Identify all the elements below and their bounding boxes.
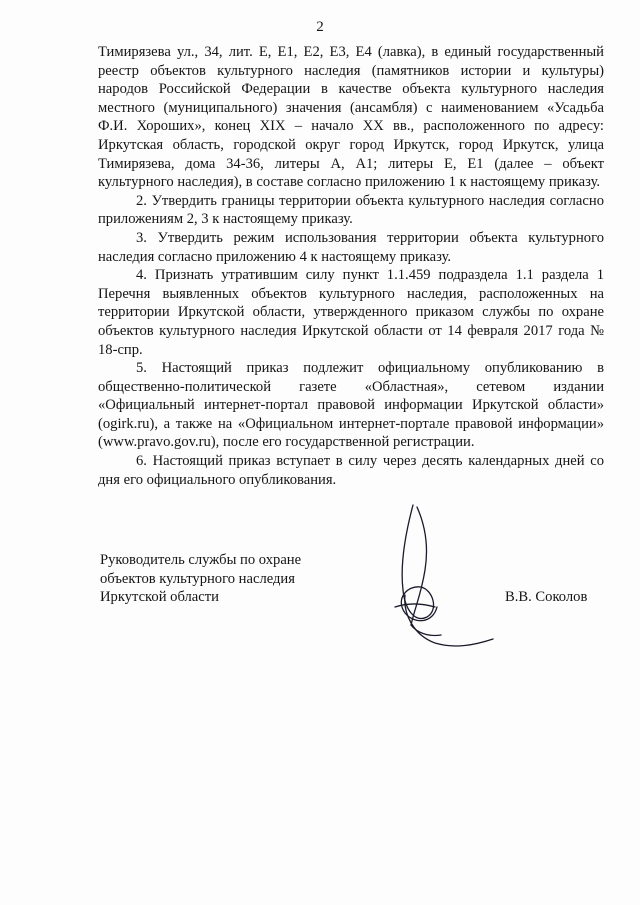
paragraph-item-6: 6. Настоящий приказ вступает в силу через десять календарных дней со дня его официального опубликования. bbox=[98, 453, 604, 488]
signatory-position-line: объектов культурного наследия bbox=[100, 570, 295, 587]
paragraph-continuation: Тимирязева ул., 34, лит. Е, Е1, Е2, Е3, Е4 (лавка), в единый государственный реестр объектов культурного наследия (памятников истории и культуры) народов Российской Федерации в качестве объекта культурного наследия местного (муниципального) значения (ансамбля) с наименованием «Усадьба Ф.И. Хороших», конец XIX – начало XX вв., расположенного по адресу: Иркутская область, городской округ город Иркутск, город Иркутск, улица Тимирязева, дома 34-36, литеры А, А1; литеры Е, Е1 (далее – объект культурного наследия), в составе согласно приложению 1 к настоящему приказу. bbox=[98, 44, 604, 191]
signatory-position bbox=[100, 551, 301, 607]
handwritten-signature bbox=[345, 495, 515, 655]
document-body bbox=[98, 43, 604, 489]
signatory-name: В.В. Соколов bbox=[505, 589, 588, 605]
signatory-position-line: Иркутской области bbox=[100, 589, 219, 606]
signatory-position-line: Руководитель службы по охране bbox=[100, 552, 302, 568]
paragraph-item-3: 3. Утвердить режим использования территории объекта культурного наследия согласно приложению 4 к настоящему приказу. bbox=[98, 229, 604, 265]
paragraph-item-5: 5. Настоящий приказ подлежит официальному опубликованию в общественно-политической газете «Областная», сетевом издании «Официальный интернет-портал правовой информации Иркутской области» (ogirk.ru), а также на «Официальном интернет-портале правовой информации» (www.pravo.gov.ru), после его государственной регистрации. bbox=[98, 360, 604, 451]
paragraph-item-4: 4. Признать утратившим силу пункт 1.1.459 подраздела 1.1 раздела 1 Перечня выявленных объектов культурного наследия, расположенных на территории Иркутской области, утвержденного приказом службы по охране объектов культурного наследия Иркутской области от 14 февраля 2017 года № 18-спр. bbox=[98, 267, 604, 358]
paragraph-item-2: 2. Утвердить границы территории объекта культурного наследия согласно приложениям 2, 3 к настоящему приказу. bbox=[98, 192, 604, 228]
page-number: 2 bbox=[316, 19, 324, 35]
